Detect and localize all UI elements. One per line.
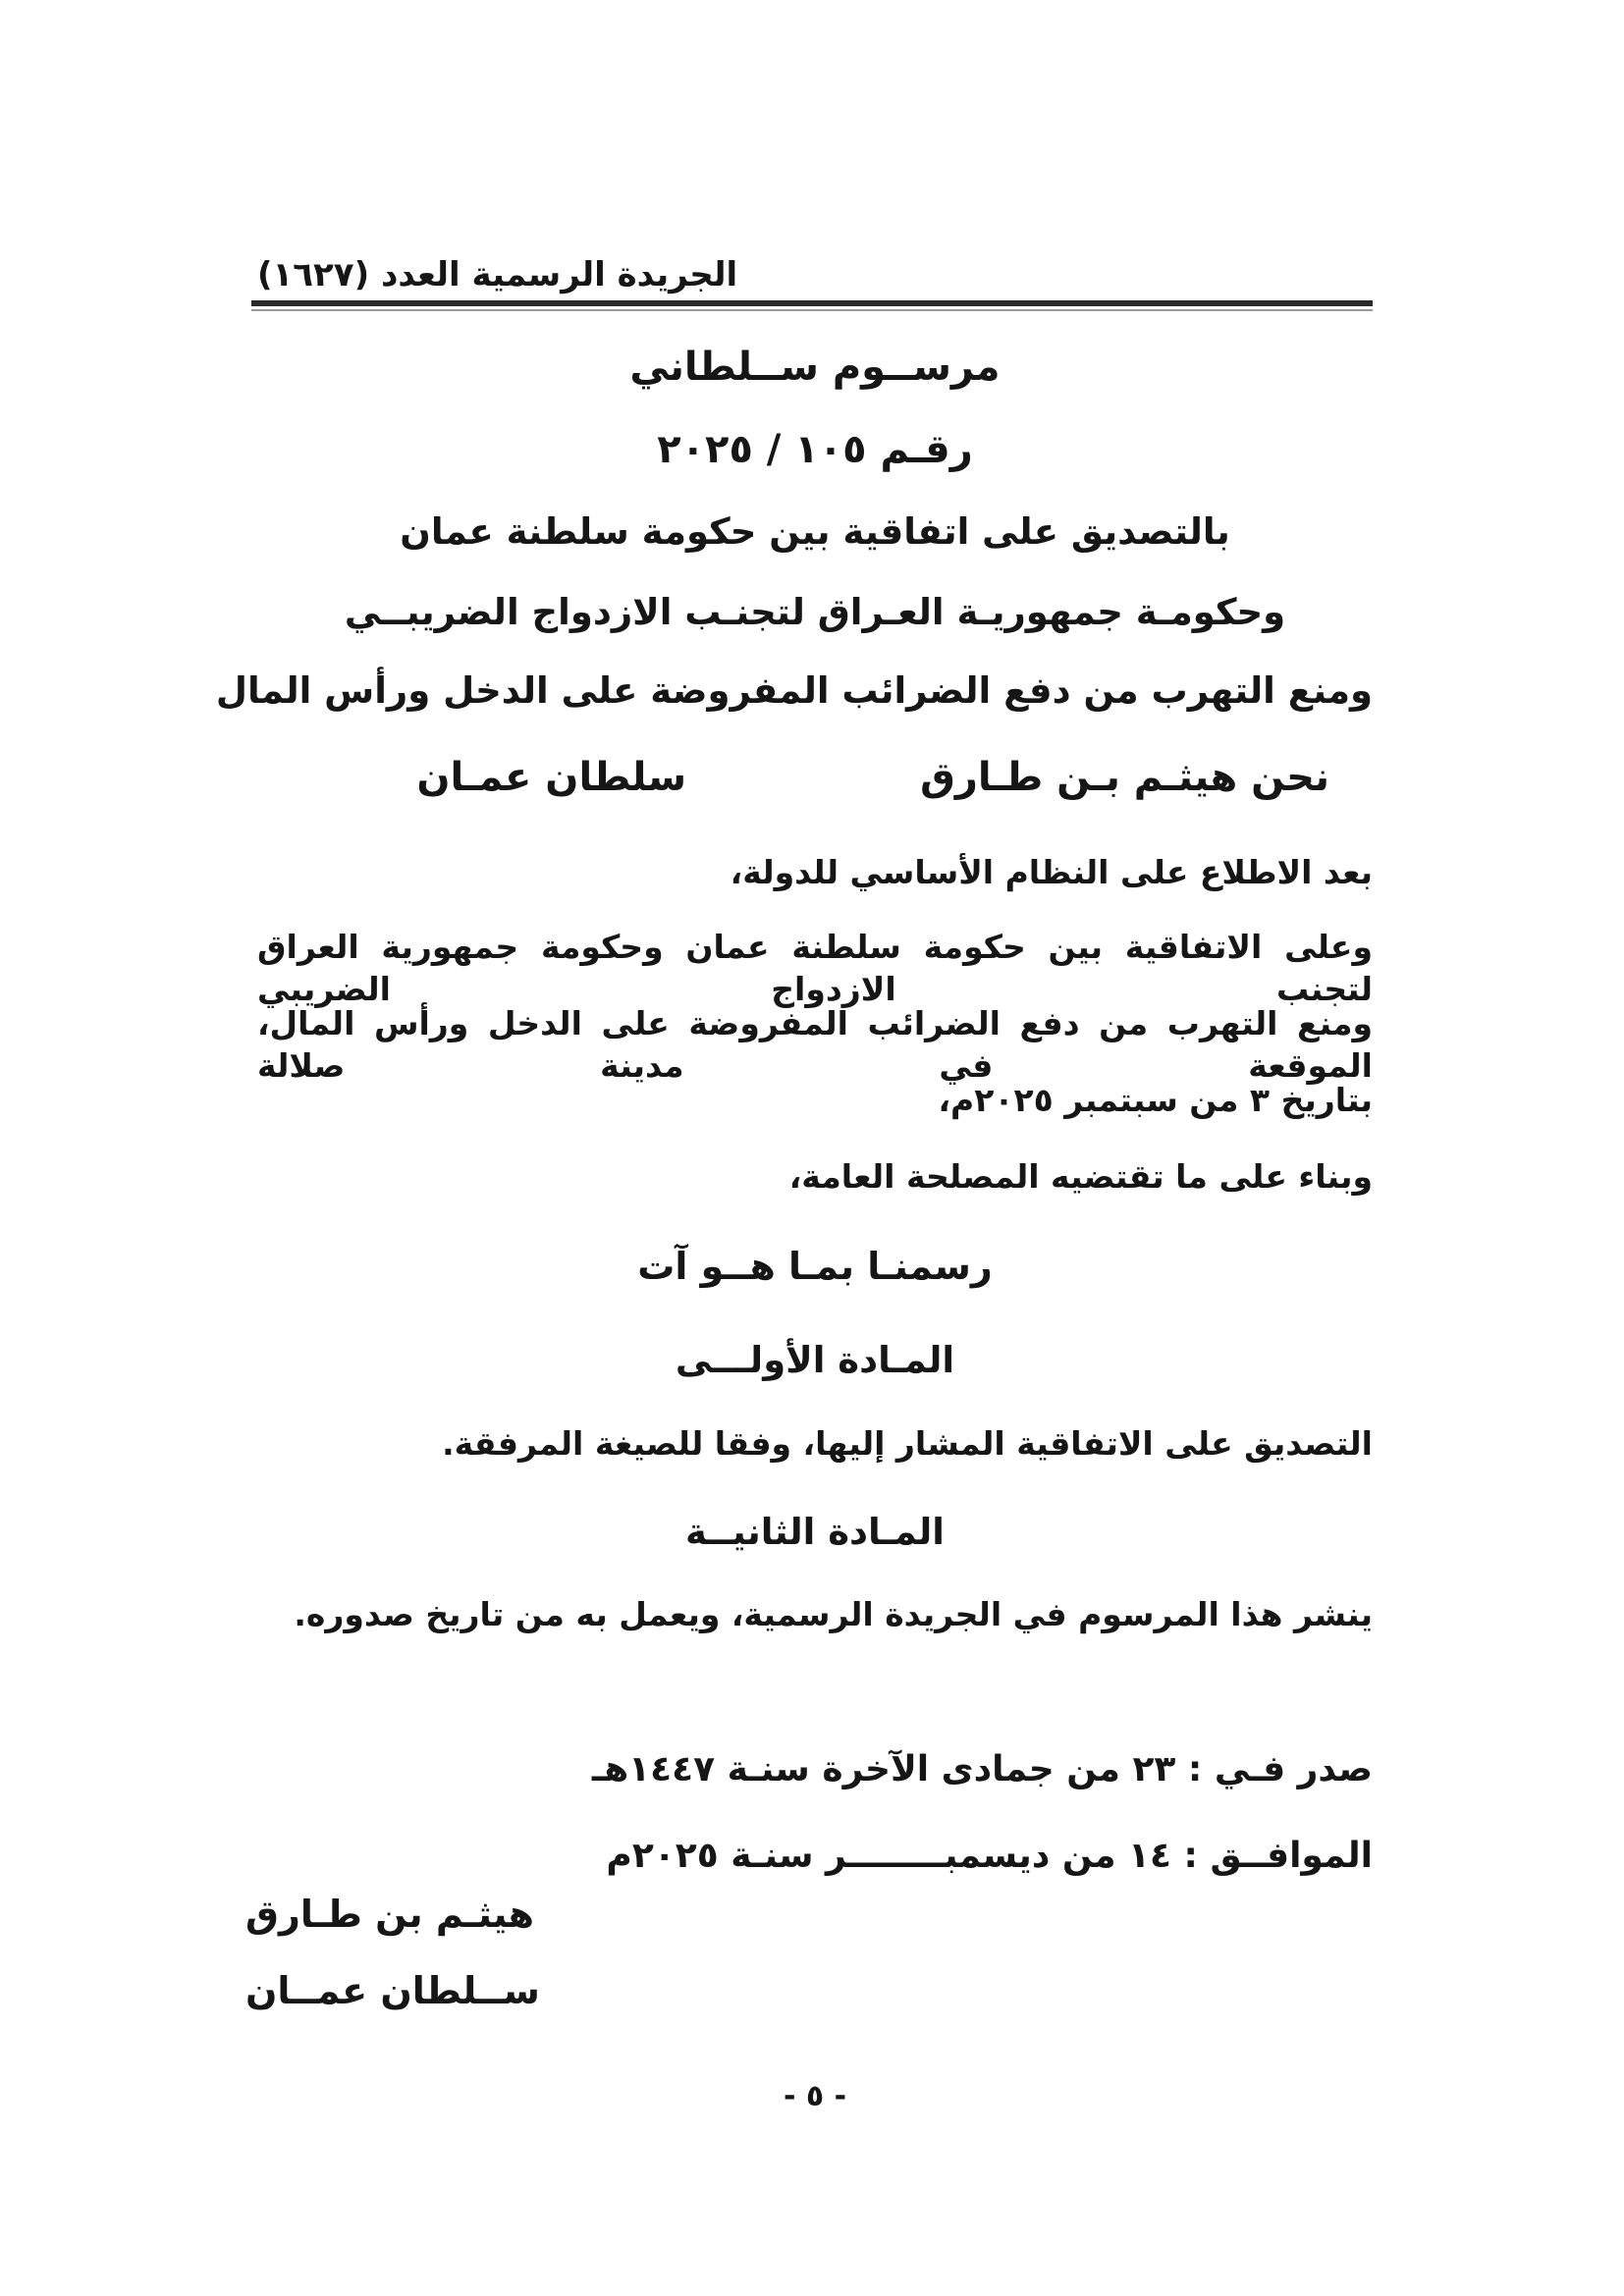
signature-name: هيثـم بن طـارق [245,1893,534,1936]
enactment-clause: رسمنـا بمـا هــو آت [637,1245,993,1288]
page-number: - ٥ - [783,2079,847,2113]
decree-number: رقـم ١٠٥ / ٢٠٢٥ [657,427,973,472]
article-2-body: ينشر هذا المرسوم في الجريدة الرسمية، ويعمل به من تاريخ صدوره. [294,1595,1373,1633]
header-rule-thick [251,300,1373,306]
sultan-title: سلطان عمـان [416,755,687,800]
decree-subject-line-2: وحكومـة جمهوريـة العـراق لتجنـب الازدواج الضريبــي [344,591,1286,633]
preamble-agreement-line-2: ومنع التهرب من دفع الضرائب المفروضة على الدخل ورأس المال، الموقعة في مدينة صلالة [257,1004,1373,1085]
article-2-heading: المـادة الثانيــة [685,1511,945,1553]
issue-date-gregorian: الموافــق : ١٤ من ديسمبــــــــر سنـة ٢٠٢٥م [606,1836,1373,1876]
signature-title: ســلطان عمــان [245,1969,540,2012]
article-1-heading: المـادة الأولـــى [675,1339,955,1381]
issue-date-hijri: صدر فـي : ٢٣ من جمادى الآخرة سنـة ١٤٤٧هـ [591,1749,1373,1789]
preamble-agreement-line-3: بتاريخ ٣ من سبتمبر ٢٠٢٥م، [938,1081,1373,1119]
preamble-basic-law: بعد الاطلاع على النظام الأساسي للدولة، [730,853,1373,891]
preamble-agreement-line-1: وعلى الاتفاقية بين حكومة سلطنة عمان وحكومة جمهورية العراق لتجنب الازدواج الضريبي [257,928,1373,1008]
decree-title: مرســوم ســلطاني [629,345,1001,390]
decree-subject-line-3: ومنع التهرب من دفع الضرائب المفروضة على الدخل ورأس المال [215,669,1373,712]
gazette-header: الجريدة الرسمية العدد (١٦٢٧) [257,255,738,294]
sultan-line [257,752,1373,803]
header-rule-thin [251,309,1373,311]
article-1-body: التصديق على الاتفاقية المشار إليها، وفقا للصيغة المرفقة. [442,1424,1373,1463]
preamble-public-interest: وبناء على ما تقتضيه المصلحة العامة، [788,1157,1373,1196]
sultan-name: نحن هيثـم بـن طـارق [920,755,1329,800]
decree-subject-line-1: بالتصديق على اتفاقية بين حكومة سلطنة عمان [400,510,1230,553]
